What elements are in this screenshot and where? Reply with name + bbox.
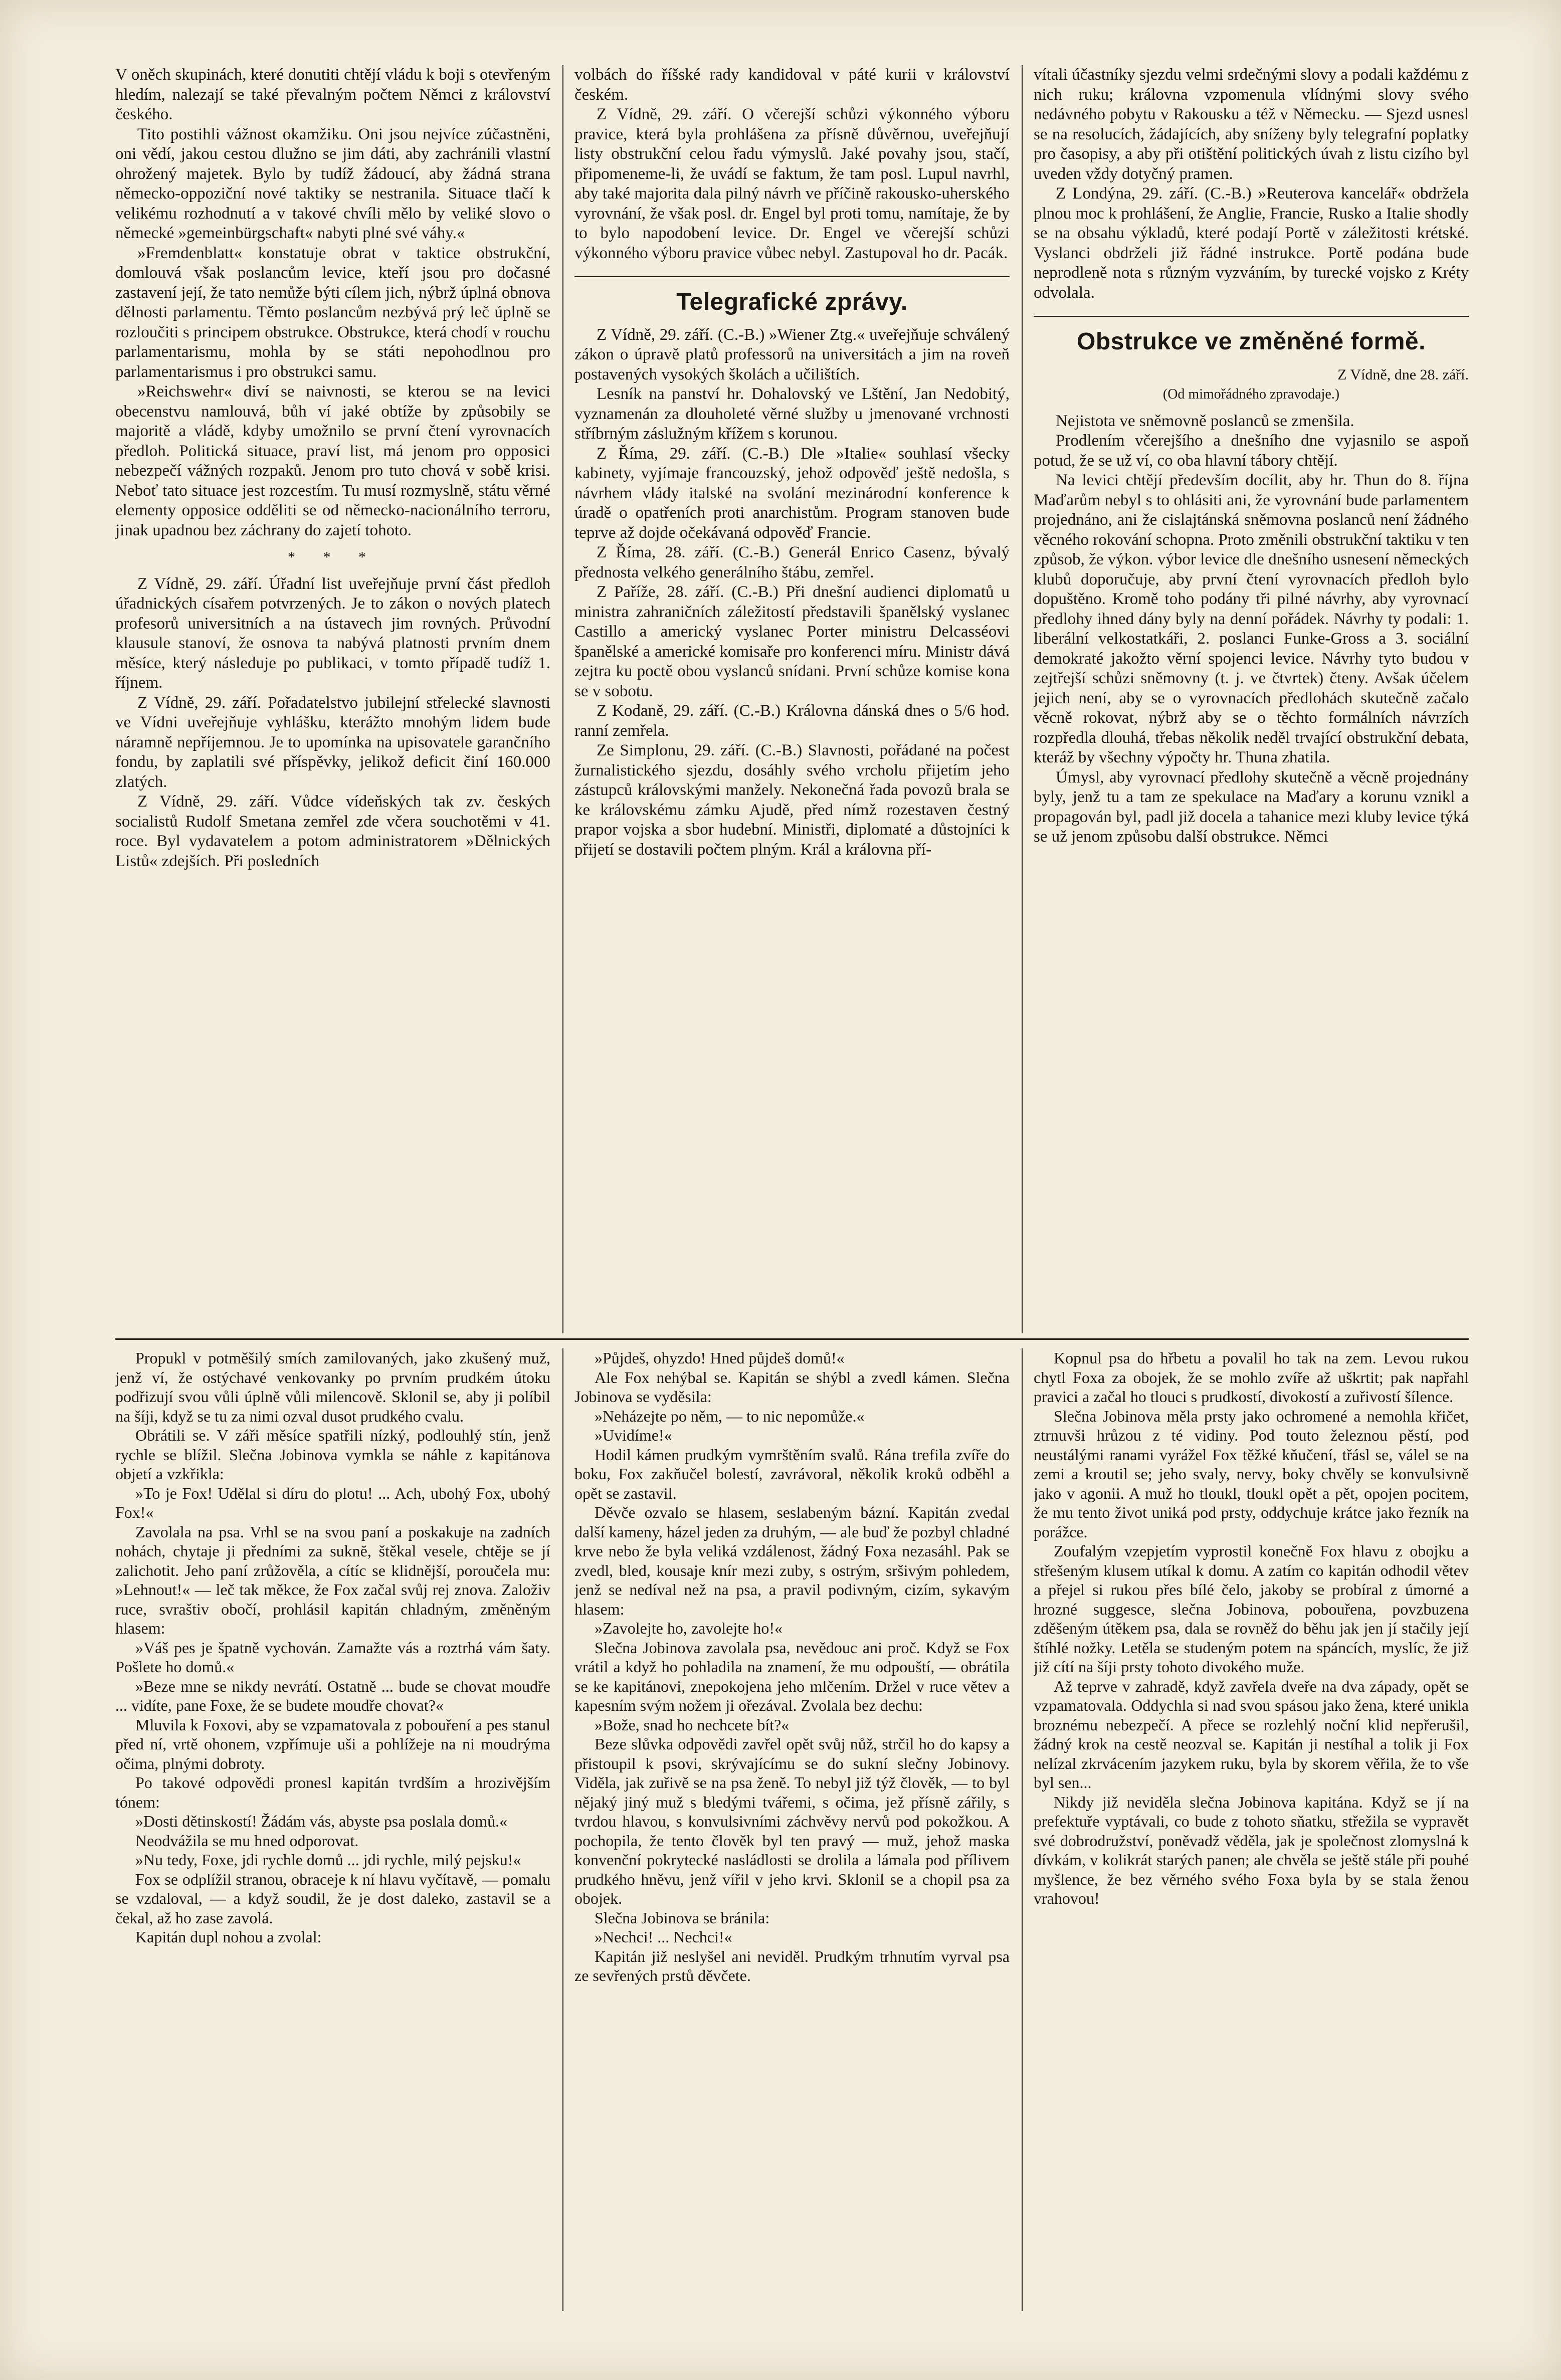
news-item: Z Vídně, 29. září. Úřadní list uveřejňuje první část předloh úřadnických císařem potvrzených. Je to zákon o nových platech profesorů universitních a na ústavech jim rovných. Průvodní klausule stanoví, že osnova ta nabývá platnosti prvním dnem měsíce, který následuje po publikaci, v tomto případě tudíž 1. říjnem. [115, 574, 550, 692]
story-paragraph: »Zavolejte ho, zavolejte ho!« [595, 1619, 783, 1637]
story-paragraph: »To je Fox! Udělal si díru do plotu! ... Ach, ubohý Fox, ubohý Fox!« [115, 1484, 550, 1521]
article-paragraph: »Fremdenblatt« konstatuje obrat v taktice obstrukční, domlouvá však poslancům levice, kteří jsou pro dočasné zastavení její, že tato nemůže býti cílem jich, nýbrž úplná obnova dělnosti parlamentu. Těmto poslancům nezbývá prý leč úplně se rozloučiti s principem obstrukce. Obstrukce, která chodí v rouchu parlamentarismu, mohla by se státi nepohodlnou pro parlamentarismus i pro obstrukci samu. [115, 244, 550, 381]
feuilleton-rule [115, 1338, 1469, 1340]
article-paragraph: Nejistota ve sněmovně poslanců se zmenšila. [1056, 412, 1354, 430]
article-paragraph: Na levici chtějí především docílit, aby hr. Thun do 8. října Maďarům nebyl s to ohlásiti ani, že vyrovnání bude parlamentem projednáno, ani že cislajtánská sněmovna poslanců není žádného věcného rokování schopna. Proto změnili obstrukční taktiku v ten způsob, že výkon. výbor levice dle dnešního usnesení německých klubů doporučuje, aby první čtení vyrovnacích předloh bylo dopuštěno. Kromě toho podány tři pilné návrhy, aby vyrovnací předlohy ihned dány byly na denní pořádek. Návrhy ty podali: 1. liberální velkostatkáři, 2. poslanci Funke-Gross a 3. sociální demokraté jakožto věrní spojenci levice. Návrhy tyto budou v zejtřejší schůzi sněmovny (t. j. ve čtvrtek) čteny. Avšak účelem jejich není, aby se o vyrovnacích předlohách skutečně začalo věcně rokovat, nýbrž aby se o těchto formálních návrzích rozpředla dlouhá, třebas několik neděl trvající obstrukční debata, kteráž by všechny výpočty hr. Thuna zhatila. [1034, 471, 1469, 766]
story-paragraph: »Půjdeš, ohyzdo! Hned půjdeš domů!« [595, 1349, 845, 1367]
telegram-item: vítali účastníky sjezdu velmi srdečnými slovy a podali každému z nich ruku; královna vzpomenula vlídnými slovy svého nedávného pobytu v Rakousku a též v Německu. — Sjezd usnesl se na resolucích, žádajících, aby sníženy byly telegrafní poplatky pro časopisy, a aby při otištění politických úvah z listu cizího byl uveden vždy dotyčný pramen. [1034, 66, 1469, 183]
column-rule [562, 65, 563, 1333]
story-paragraph: Obrátili se. V záři měsíce spatřili nízký, podlouhlý stín, jenž rychle se blížil. Slečna Jobinova vymkla se náhle z kapitánova objetí a vzkřikla: [115, 1426, 550, 1483]
story-paragraph: Děvče ozvalo se hlasem, seslabeným bázní. Kapitán zvedal další kameny, házel jeden za druhým, — ale buď že pozbyl chladné krve nebo že byla veliká vzdálenost, žádný Foxa nezasáhl. Pak se zvedl, bled, kousaje knír mezi zuby, s ostrým, sršivým pohledem, jenž se nedíval než na psa, a pravil podivným, cizím, sykavým hlasem: [574, 1503, 1010, 1618]
story-paragraph: »Dosti dětinskostí! Žádám vás, abyste psa poslala domů.« [135, 1812, 508, 1830]
story-paragraph: Slečna Jobinova měla prsty jako ochromené a nemohla křičet, ztrnuvši hrůzou z té vidiny. Pod touto železnou pěstí, pod neustálými ranami vyrážel Fox těžké kňučení, třásl se, válel se na zemi a kroutil se; jeho svaly, nervy, boky chvěly se konvulsivně jako v agonii. A muž ho tloukl, tloukl opět a pět, opojen pocitem, že mu tento život uniká pod prsty, oddychuje krátce jako řezník na porážce. [1034, 1407, 1469, 1541]
story-paragraph: »Beze mne se nikdy nevrátí. Ostatně ... bude se chovat moudře ... vidíte, pane Foxe, že se budete moudře chovat?« [115, 1677, 550, 1714]
news-item: Z Vídně, 29. září. Pořadatelstvo jubilejní střelecké slavnosti ve Vídni uveřejňuje vyhlášku, kterážto mnohým lidem bude náramně nepříjemnou. Je to upomínka na upisovatele garančního fondu, by zaplatili své příspěvky, jelikož deficit činí 160.000 zlatých. [115, 693, 550, 791]
section-divider [574, 276, 1010, 277]
news-item: Z Vídně, 29. září. O včerejší schůzi výkonného výboru pravice, která byla prohlášena za přísně důvěrnou, uveřejňují listy obstrukční celou řadu výmyslů. Jaké povahy jsou, stačí, připomeneme-li, že uvádí se faktum, že tam posl. Lupul navrhl, aby také majorita dala pilný návrh ve příčině rakousko-uherského vyrovnání, že však posl. dr. Engel byl proti tomu, namítaje, že by to bylo napodobení levice. Dr. Engel ve včerejší schůzi výkonného výboru pravice vůbec nebyl. Zastupoval ho dr. Pacák. [574, 105, 1010, 262]
section-heading-telegrams: Telegrafické zprávy. [676, 289, 908, 315]
article-paragraph: »Reichswehr« diví se naivnosti, se kterou se na levici obecenstvu namlouvá, bůh ví jaké obtíže by způsobily se majoritě a vládě, kdyby umožnilo se první čtení vyrovnacích předloh. Politická situace, praví list, má jenom pro opposici nebezpečí vážných rozpaků. Jenom pro tuto chová v sobě krisi. Neboť tato situace jest rozcestím. Tu musí rozmyslně, státu věrné elementy opposice odděliti se od německo-nacionálního terroru, jinak upadnou bez záchrany do zajetí tohoto. [115, 382, 550, 539]
news-section [115, 65, 1469, 1333]
article-heading-obstruction: Obstrukce ve změněné formě. [1077, 328, 1426, 355]
feuilleton-column-3 [1034, 1348, 1469, 2311]
story-paragraph: »Neházejte po něm, — to nic nepomůže.« [595, 1407, 865, 1425]
article-paragraph: V oněch skupinách, které donutiti chtějí vládu k boji s otevřeným hledím, nalezají se také převalným počtem Němci z království českého. [115, 66, 550, 123]
story-paragraph: Po takové odpovědi pronesl kapitán tvrdším a hrozivějším tónem: [115, 1773, 550, 1811]
story-paragraph: Zoufalým vzepjetím vyprostil konečně Fox hlavu z obojku a střešeným klusem utíkal k domu. A zatím co kapitán odhodil větev a přejel si rukou přes bílé čelo, jakoby se probíral z úmorné a hrozné suggesce, slečna Jobinova, pobouřena, povzbuzena zděšeným útěkem psa, dala se rovněž do běhu jak jen jí stačily její štíhlé nožky. Letěla se studeným potem na spáncích, myslíc, že již již cítí na šíji prsty tohoto divokého muže. [1034, 1542, 1469, 1676]
story-paragraph: Slečna Jobinova zavolala psa, nevědouc ani proč. Když se Fox vrátil a když ho pohladila na znamení, že mu odpouští, — obrátila se ke kapitánovi, znepokojena jeho mlčením. Držel v ruce větev a kapesním svým nožem ji ořezával. Zvolala bez dechu: [574, 1638, 1010, 1714]
story-paragraph: Nikdy již neviděla slečna Jobinova kapitána. Když se jí na prefektuře vyptávali, co bude z tohoto sňatku, střežila se vypravět své dobrodružství, poněvadž věděla, jak je společnost zlomyslná k dívkám, v kolikrát starých panen; ale chvěla se ještě stále při pouhé myšlence, že bez věrného svého Foxa byla by se stala ženou vrahovou! [1034, 1793, 1469, 1907]
story-paragraph: Až teprve v zahradě, když zavřela dveře na dva západy, opět se vzpamatovala. Oddychla si nad svou spásou jako žena, které unikla broznému nebezpečí. A přece se rozlehlý noční klid nepřerušil, žádný krok na cestě neozval se. Kapitán ji nestíhal a tolik ji Fox nelízal zkrvácením jazykem ruku, byla by skorem věřila, že to vše byl sen... [1034, 1677, 1469, 1792]
story-paragraph: Kapitán již neslyšel ani neviděl. Prudkým trhnutím vyrval psa ze sevřených prstů děvčete. [574, 1947, 1010, 1985]
article-dateline: Z Vídně, dne 28. září. [1337, 366, 1469, 383]
article-paragraph: Tito postihli vážnost okamžiku. Oni jsou nejvíce zúčastněni, oni vědí, jakou cestou dlužno se jim dáti, aby zachránili vlastní ohrožený majetek. Bylo by tudíž žádoucí, aby žádná strana německo-oppoziční nové taktiky se nestranila. Situace tlačí k velikému rozhodnutí a v takové chvíli mělo by veliké slovo o německé »gemeinbürgschaft« nabyti plné své váhy.« [115, 125, 550, 242]
story-paragraph: »Nu tedy, Foxe, jdi rychle domů ... jdi rychle, milý pejsku!« [135, 1851, 521, 1869]
story-paragraph: Zavolala na psa. Vrhl se na svou paní a poskakuje na zadních nohách, chytaje ji předními za suknĕ, štěkal vesele, chtěje se jí zalichotit. Jeho paní zrůžověla, a cítíc se klidnější, poroučela mu: »Lehnout!« — leč tak měkce, že Fox začal svůj rej znova. Založiv ruce, svraštiv obočí, prohlásil kapitán chladným, změněným hlasem: [115, 1522, 550, 1637]
news-column-2 [574, 65, 1010, 1333]
article-paragraph: volbách do říšské rady kandidoval v páté kurii v království českém. [574, 66, 1010, 104]
feuilleton-column-2 [574, 1348, 1010, 2311]
article-byline: (Od mimořádného zpravodaje.) [1162, 386, 1340, 402]
article-paragraph: Prodlením včerejšího a dnešního dne vyjasnilo se aspoň potud, že se už ví, co oba hlavní tábory chtějí. [1034, 432, 1469, 470]
news-column-3 [1034, 65, 1469, 1333]
story-paragraph: Ale Fox nehýbal se. Kapitán se shýbl a zvedl kámen. Slečna Jobinova se vyděsila: [574, 1368, 1010, 1406]
story-paragraph: »Uvidíme!« [595, 1426, 672, 1444]
column-rule [562, 1348, 563, 2311]
story-paragraph: Propukl v potměšilý smích zamilovaných, jako zkušený muž, jenž ví, že ostýchavé venkovanky po prvním prudkém útoku podřizují svou vůli úplně vůli milencově. Sklonil se, aby ji políbil na šíji, když se tu za nimi ozval dusot prudkého cvalu. [115, 1349, 550, 1425]
story-paragraph: Hodil kámen prudkým vymrštěním svalů. Rána trefila zvíře do boku, Fox zakňučel bolestí, zavrávoral, několik kroků odběhl a opět se zastavil. [574, 1445, 1010, 1502]
story-paragraph: »Bože, snad ho nechcete bít?« [595, 1715, 790, 1734]
column-rule [1022, 65, 1023, 1333]
feuilleton-section [115, 1348, 1469, 2311]
telegram-item: Z Říma, 28. září. (C.-B.) Generál Enrico Casenz, bývalý přednosta velkého generálního štábu, zemřel. [574, 543, 1010, 581]
story-paragraph: Beze slůvka odpovědi zavřel opět svůj nůž, strčil ho do kapsy a přistoupil k psovi, skrývajícímu se do sukní slečny Jobinovy. Viděla, jak zuřivě se na psa ženě. To nebyl již týž člověk, — to byl nějaký jiný muž s bledými tvářemi, s očima, jež přísně zářily, s tvrdou hlavou, s konvulsivními záchvěvy nervů pod pokožkou. A pochopila, že tento člověk byl ten pravý — muž, jehož maska konvenční pokrytecké nasládlosti se drolila a lámala pod přílivem prudkého hněvu, jenž vířil v jeho krvi. Sklonil se a chopil psa za obojek. [574, 1735, 1010, 1907]
story-paragraph: Kopnul psa do hřbetu a povalil ho tak na zem. Levou rukou chytl Foxa za obojek, že se mohlo zvíře až uškrtit; pak napřahl pravici a začal ho tlouci s prudkostí, divokostí a zuřivostí šílence. [1034, 1349, 1469, 1406]
feuilleton-column-1 [115, 1348, 550, 2311]
story-paragraph: »Nechci! ... Nechci!« [595, 1928, 732, 1946]
article-paragraph: Úmysl, aby vyrovnací předlohy skutečně a věcně projednány byly, jenž tu a tam ze spekulace na Maďary a korunu vznikl a propagován byl, padl již docela a tahanice mezi kluby levice týká se už jenom způsobu další obstrukce. Němci [1034, 768, 1469, 846]
story-paragraph: »Váš pes je špatně vychován. Zamažte vás a roztrhá vám šaty. Pošlete ho domů.« [115, 1638, 550, 1676]
story-paragraph: Slečna Jobinova se bránila: [595, 1908, 770, 1927]
story-paragraph: Fox se odplížil stranou, obraceje k ní hlavu vyčítavě, — pomalu se vzdaloval, — a když soudil, že je dost daleko, zastavil se a čekal, až ho zase zavolá. [115, 1870, 550, 1927]
telegram-item: Lesník na panství hr. Dohalovský ve Lštění, Jan Nedobitý, vyznamenán za dlouholeté věrné služby u jmenované vrchnosti stříbrným záslužným křížem s korunou. [574, 385, 1010, 443]
telegram-item: Z Vídně, 29. září. (C.-B.) »Wiener Ztg.« uveřejňuje schválený zákon o úpravě platů professorů na universitách a jim na roveň postavených vysokých školách a učilištích. [574, 325, 1010, 383]
section-divider [1034, 316, 1469, 317]
story-paragraph: Kapitán dupl nohou a zvolal: [135, 1928, 322, 1946]
news-column-1 [115, 65, 550, 1333]
telegram-item: Z Říma, 29. září. (C.-B.) Dle »Italie« souhlasí všecky kabinety, vyjímaje francouzský, jehož odpověď ještě nedošla, s návrhem vlády italské na svolání mezinárodní konference k úradě o opatřeních proti anarchistům. Program stanoven bude teprve až dojde očekávaná odpověď Francie. [574, 444, 1010, 542]
story-paragraph: Mluvila k Foxovi, aby se vzpamatovala z pobouření a pes stanul před ní, vrtě ohonem, vzpřímuje uši a pohlížeje na ni moudrýma očima, plnými dobroty. [115, 1715, 550, 1772]
telegram-item: Z Paříže, 28. září. (C.-B.) Při dnešní audienci diplomatů u ministra zahraničních záležitostí představili španělský vyslanec Castillo a americký vyslanec Porter ministru Delcasséovi španělské a americké komisaře pro konferenci míru. Ministr dává zejtra ku poctě obou vyslanců snídani. První schůze komise kona se v sobotu. [574, 583, 1010, 700]
telegram-item: Ze Simplonu, 29. září. (C.-B.) Slavnosti, pořádané na počest žurnalistického sjezdu, dosáhly svého vrcholu přijetím jeho zástupců královskými manžely. Nekonečná řada povozů brala se ke královskému zámku Ajudě, před nímž rozestaven čestný prapor vojska a sbor hudební. Ministři, diplomaté a důstojníci k přijetí se dostavili počtem plným. Král a královna pří- [574, 741, 1010, 859]
section-stars: * * * [288, 549, 378, 565]
page-sheet [115, 65, 1469, 2311]
telegram-item: Z Kodaně, 29. září. (C.-B.) Královna dánská dnes o 5/6 hod. ranní zemřela. [574, 702, 1010, 740]
telegram-item: Z Londýna, 29. září. (C.-B.) »Reuterova kancelář« obdržela plnou moc k prohlášení, že Anglie, Francie, Rusko a Italie shodly se na obsahu výkladů, které podají Portě v záležitosti krétské. Vyslanci obdrželi již řádné instrukce. Portě podána bude neprodleně nota s různým vyzváním, by turecké vojsko z Kréty odvolala. [1034, 184, 1469, 302]
news-item: Z Vídně, 29. září. Vůdce vídeňských tak zv. českých socialistů Rudolf Smetana zemřel zde včera souchotěmi v 41. roce. Byl vydavatelem a potom administratorem »Dělnických Listů« zdejších. Při posledních [115, 792, 550, 870]
story-paragraph: Neodvážila se mu hned odporovat. [135, 1831, 359, 1850]
column-rule [1022, 1348, 1023, 2311]
